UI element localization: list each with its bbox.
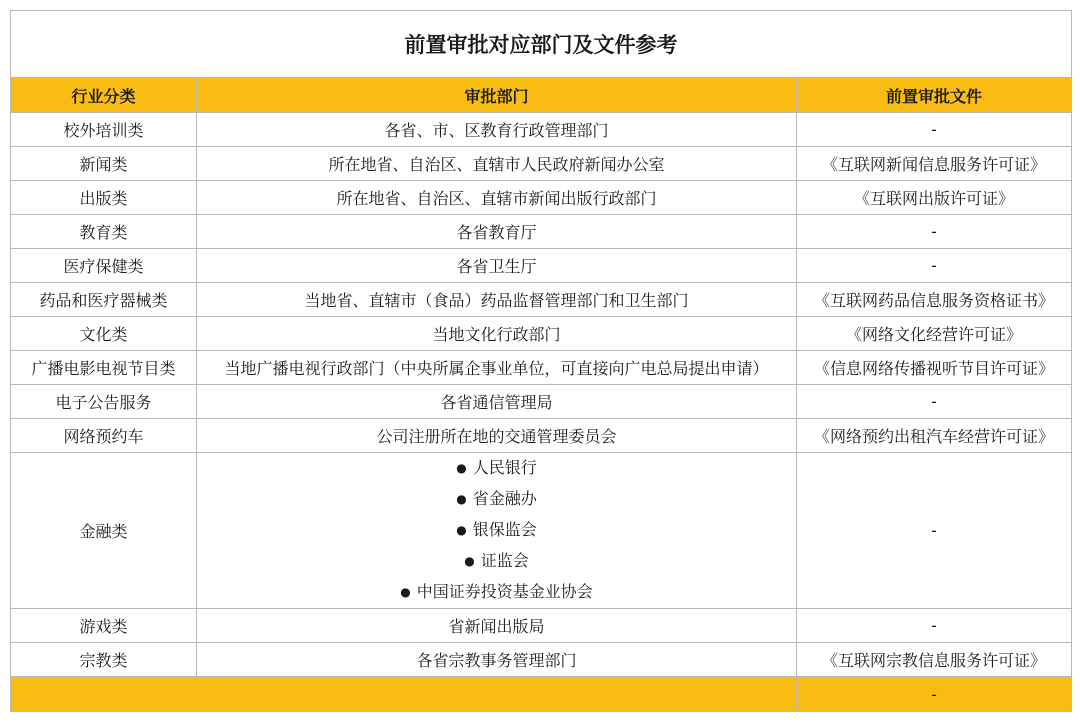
cell-department: 各省教育厅: [197, 215, 797, 249]
table-row: [11, 283, 1072, 317]
cell-department-list: [197, 453, 797, 609]
cell-department: 各省通信管理局: [197, 385, 797, 419]
cell-category: 宗教类: [11, 643, 197, 677]
table-row: [11, 609, 1072, 643]
cell-category: 校外培训类: [11, 113, 197, 147]
cell-document: 《互联网出版许可证》: [797, 181, 1072, 215]
cell-category: 药品和医疗器械类: [11, 283, 197, 317]
table-row: [11, 317, 1072, 351]
cell-document: 《互联网宗教信息服务许可证》: [797, 643, 1072, 677]
table-title: 前置审批对应部门及文件参考: [11, 11, 1072, 78]
footer-row: [11, 677, 1072, 712]
cell-department: 各省宗教事务管理部门: [197, 643, 797, 677]
footer-mark: -: [797, 677, 1072, 712]
bullet-item: ● 中国证券投资基金业协会: [201, 577, 792, 608]
cell-department: 省新闻出版局: [197, 609, 797, 643]
cell-document: -: [797, 215, 1072, 249]
approval-reference-table-container: [10, 10, 1071, 718]
cell-document: 《互联网药品信息服务资格证书》: [797, 283, 1072, 317]
table-row: [11, 249, 1072, 283]
cell-document: -: [797, 609, 1072, 643]
cell-department: 所在地省、自治区、直辖市新闻出版行政部门: [197, 181, 797, 215]
bullet-item: ● 省金融办: [201, 484, 792, 515]
header-document: 前置审批文件: [797, 78, 1072, 113]
table-row: [11, 113, 1072, 147]
cell-category: 游戏类: [11, 609, 197, 643]
department-bullet-list: [201, 453, 792, 608]
cell-document: 《网络文化经营许可证》: [797, 317, 1072, 351]
cell-category: 新闻类: [11, 147, 197, 181]
cell-department: 当地省、直辖市（食品）药品监督管理部门和卫生部门: [197, 283, 797, 317]
cell-department: 各省、市、区教育行政管理部门: [197, 113, 797, 147]
table-row: [11, 181, 1072, 215]
cell-category: 网络预约车: [11, 419, 197, 453]
cell-department: 当地文化行政部门: [197, 317, 797, 351]
table-row: [11, 385, 1072, 419]
cell-document: -: [797, 249, 1072, 283]
cell-category: 电子公告服务: [11, 385, 197, 419]
table-row: [11, 215, 1072, 249]
cell-document: 《信息网络传播视听节目许可证》: [797, 351, 1072, 385]
cell-department: 当地广播电视行政部门（中央所属企事业单位，可直接向广电总局提出申请）: [197, 351, 797, 385]
header-department: 审批部门: [197, 78, 797, 113]
cell-document: 《网络预约出租汽车经营许可证》: [797, 419, 1072, 453]
bullet-item: ● 证监会: [201, 546, 792, 577]
table-row: [11, 147, 1072, 181]
cell-category: 广播电影电视节目类: [11, 351, 197, 385]
cell-category: 金融类: [11, 453, 197, 609]
table-row-finance: [11, 453, 1072, 609]
cell-document: -: [797, 453, 1072, 609]
cell-document: 《互联网新闻信息服务许可证》: [797, 147, 1072, 181]
cell-department: 公司注册所在地的交通管理委员会: [197, 419, 797, 453]
cell-category: 出版类: [11, 181, 197, 215]
header-category: 行业分类: [11, 78, 197, 113]
cell-category: 医疗保健类: [11, 249, 197, 283]
cell-document: -: [797, 113, 1072, 147]
approval-reference-table: [10, 10, 1072, 712]
cell-category: 教育类: [11, 215, 197, 249]
table-row: [11, 419, 1072, 453]
cell-category: 文化类: [11, 317, 197, 351]
table-row: [11, 643, 1072, 677]
header-row: [11, 78, 1072, 113]
table-row: [11, 351, 1072, 385]
footer-cell: [11, 677, 797, 712]
bullet-item: ● 银保监会: [201, 515, 792, 546]
cell-document: -: [797, 385, 1072, 419]
cell-department: 所在地省、自治区、直辖市人民政府新闻办公室: [197, 147, 797, 181]
cell-department: 各省卫生厅: [197, 249, 797, 283]
bullet-item: ● 人民银行: [201, 453, 792, 484]
